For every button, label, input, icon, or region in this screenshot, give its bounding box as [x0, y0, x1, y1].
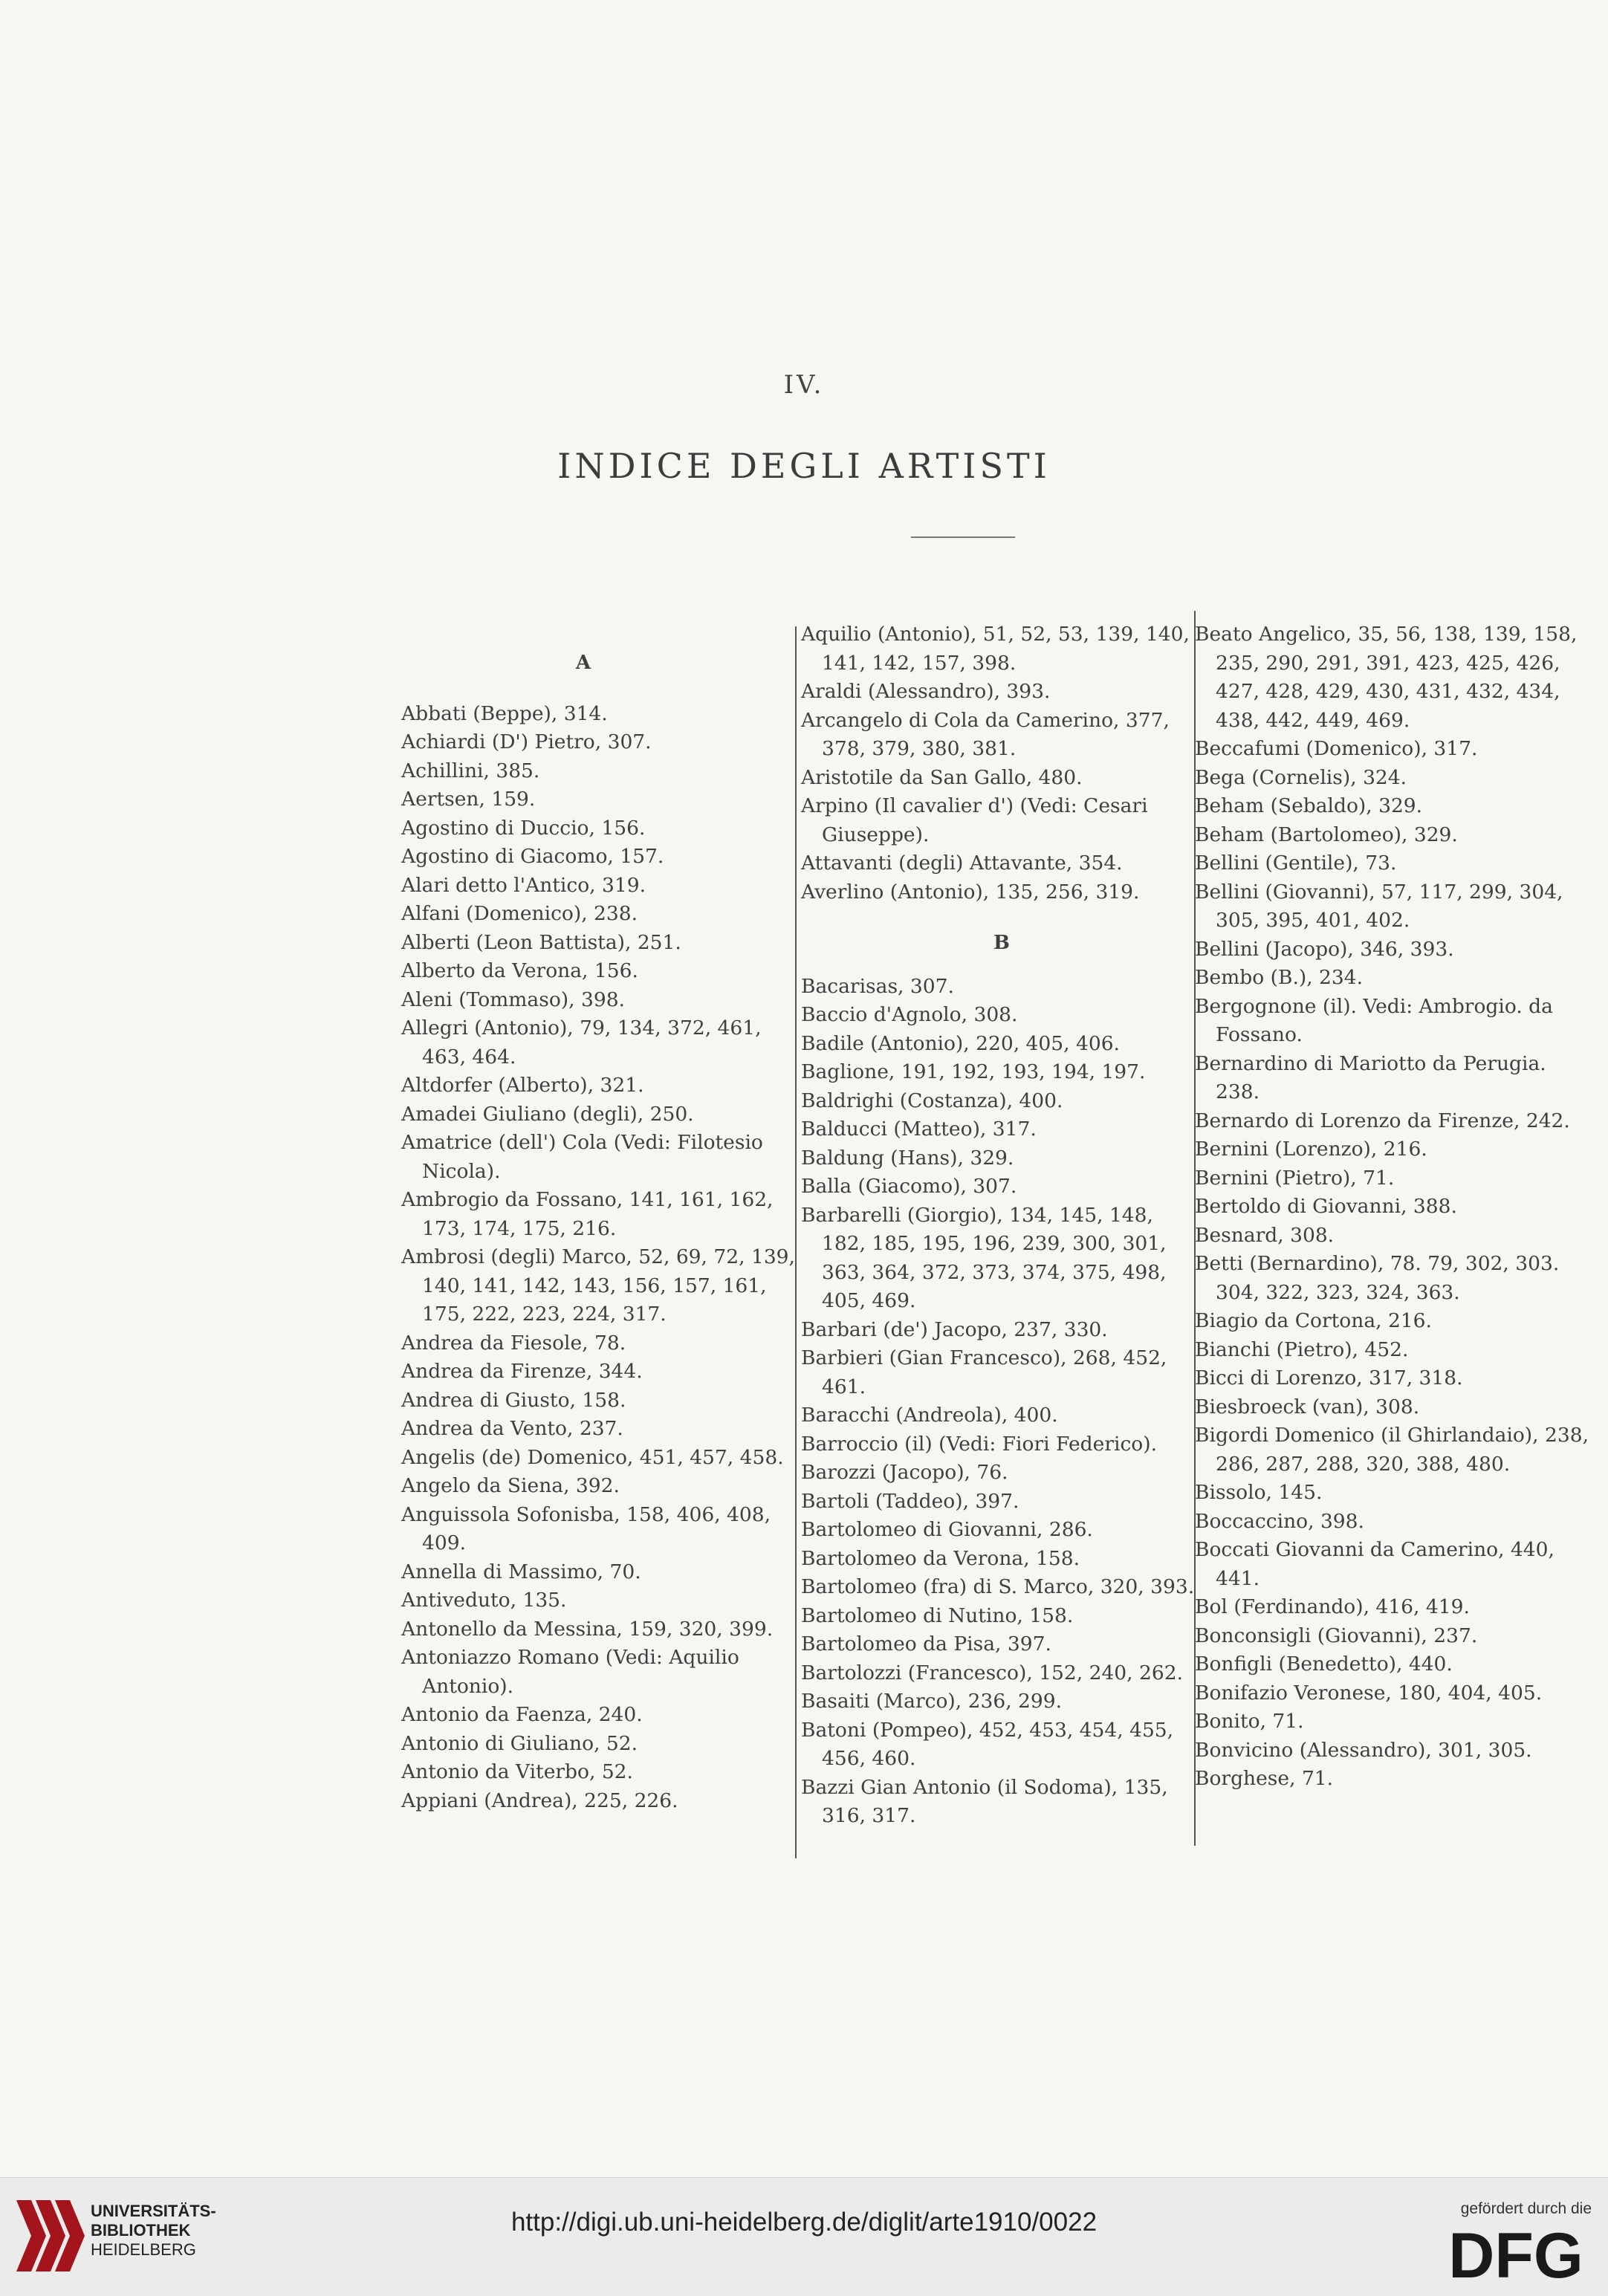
index-entry: Averlino (Antonio), 135, 256, 319. — [801, 880, 1140, 904]
index-entry: Aleni (Tommaso), 398. — [401, 988, 625, 1011]
index-column-3 — [1195, 620, 1590, 1794]
index-entry: Andrea da Firenze, 344. — [401, 1360, 643, 1383]
index-entry: Angelis (de) Domenico, 451, 457, 458. — [401, 1445, 784, 1469]
page-title: INDICE DEGLI ARTISTI — [557, 446, 1051, 486]
index-entry: Beato Angelico, 35, 56, 138, 139, 158, 235, 290, 291, 391, 423, 425, 426, 427, 428, 429, 430, 431, 432, 434, 438, 442, 449, 469. — [1195, 623, 1578, 732]
dfg-logo-icon — [1442, 2224, 1590, 2283]
library-name-line: UNIVERSITÄTS- — [91, 2202, 216, 2220]
index-entry: Barbari (de') Jacopo, 237, 330. — [801, 1317, 1108, 1341]
dfg-logo-text: DFG — [1448, 2224, 1583, 2283]
index-entry: Batoni (Pompeo), 452, 453, 454, 455, 456, 460. — [801, 1718, 1174, 1770]
index-entry: Boccati Giovanni da Camerino, 440, 441. — [1195, 1538, 1554, 1590]
index-entry: Bartolomeo di Nutino, 158. — [801, 1603, 1074, 1627]
index-entry: Amatrice (dell') Cola (Vedi: Filotesio Nicola). — [401, 1131, 763, 1183]
index-entry: Appiani (Andrea), 225, 226. — [401, 1789, 678, 1812]
letter-heading: A — [575, 652, 591, 674]
index-entry: Abbati (Beppe), 314. — [401, 701, 608, 725]
index-entry: Araldi (Alessandro), 393. — [801, 680, 1051, 703]
index-entry: Ambrogio da Fossano, 141, 161, 162, 173, 174, 175, 216. — [401, 1188, 774, 1240]
index-entry: Basaiti (Marco), 236, 299. — [801, 1690, 1063, 1713]
index-entry: Antiveduto, 135. — [401, 1589, 567, 1612]
index-entry: Bellini (Jacopo), 346, 393. — [1195, 937, 1454, 961]
index-entry: Baracchi (Andreola), 400. — [801, 1404, 1058, 1427]
index-entry: Baldung (Hans), 329. — [801, 1146, 1014, 1170]
index-entry: Amadei Giuliano (degli), 250. — [401, 1102, 694, 1126]
index-entry: Arpino (Il cavalier d') (Vedi: Cesari Giuseppe). — [801, 794, 1148, 846]
index-entry: Bartolomeo di Giovanni, 286. — [801, 1518, 1093, 1541]
index-entry: Alberto da Verona, 156. — [401, 959, 638, 982]
index-column-1 — [401, 620, 795, 1815]
index-entry: Andrea da Vento, 237. — [401, 1417, 623, 1440]
index-entry: Bartolomeo da Pisa, 397. — [801, 1632, 1051, 1655]
index-entry: Bissolo, 145. — [1195, 1481, 1323, 1504]
index-entry: Aristotile da San Gallo, 480. — [801, 765, 1083, 789]
index-entry: Allegri (Antonio), 79, 134, 372, 461, 463, 464. — [401, 1016, 762, 1068]
index-entry: Bianchi (Pietro), 452. — [1195, 1337, 1409, 1361]
index-entry: Agostino di Giacomo, 157. — [401, 845, 664, 868]
index-entry: Bigordi Domenico (il Ghirlandaio), 238, 286, 287, 288, 320, 388, 480. — [1195, 1424, 1589, 1476]
index-entry: Bellini (Giovanni), 57, 117, 299, 304, 305, 395, 401, 402. — [1195, 880, 1563, 932]
index-entry: Bicci di Lorenzo, 317, 318. — [1195, 1366, 1463, 1389]
index-entry: Antonio da Faenza, 240. — [401, 1703, 643, 1726]
index-entry: Altdorfer (Alberto), 321. — [401, 1074, 644, 1097]
index-entry: Balducci (Matteo), 317. — [801, 1118, 1037, 1141]
title-divider — [911, 536, 1015, 538]
index-entry: Bernini (Pietro), 71. — [1195, 1166, 1395, 1190]
index-entry: Betti (Bernardino), 78. 79, 302, 303. 304, 322, 323, 324, 363. — [1195, 1252, 1560, 1304]
section-number: IV. — [783, 370, 825, 400]
index-entry: Antonio da Viterbo, 52. — [401, 1760, 633, 1783]
index-entry: Bacarisas, 307. — [801, 974, 954, 998]
column-divider — [795, 626, 797, 1858]
index-column-2 — [801, 620, 1202, 1831]
index-entry: Annella di Massimo, 70. — [401, 1560, 641, 1583]
index-entry: Biagio da Cortona, 216. — [1195, 1309, 1432, 1332]
index-entry: Achillini, 385. — [401, 759, 540, 782]
index-entry: Bonvicino (Alessandro), 301, 305. — [1195, 1738, 1532, 1762]
index-entry: Antoniazzo Romano (Vedi: Aquilio Antonio). — [401, 1646, 739, 1698]
library-name-line: HEIDELBERG — [91, 2240, 196, 2259]
index-entry: Agostino di Duccio, 156. — [401, 816, 646, 840]
index-entry: Biesbroeck (van), 308. — [1195, 1395, 1420, 1418]
index-entry: Aertsen, 159. — [401, 788, 536, 811]
index-entry: Bernini (Lorenzo), 216. — [1195, 1138, 1427, 1161]
index-entry: Alfani (Domenico), 238. — [401, 902, 638, 925]
index-entry: Bol (Ferdinando), 416, 419. — [1195, 1595, 1470, 1618]
permalink-url[interactable]: http://digi.ub.uni-heidelberg.de/diglit/arte1910/0022 — [510, 2208, 1098, 2237]
index-entry: Baccio d'Agnolo, 308. — [801, 1003, 1018, 1026]
index-entry: Bega (Cornelis), 324. — [1195, 765, 1407, 789]
index-entry: Antonello da Messina, 159, 320, 399. — [401, 1617, 774, 1641]
index-entry: Ambrosi (degli) Marco, 52, 69, 72, 139, 140, 141, 142, 143, 156, 157, 161, 175, 222, 223, 224, 317. — [401, 1245, 795, 1326]
index-entry: Borghese, 71. — [1195, 1767, 1334, 1790]
index-entry: Balla (Giacomo), 307. — [801, 1175, 1017, 1198]
index-entry: Andrea da Fiesole, 78. — [401, 1331, 626, 1355]
index-entry: Bellini (Gentile), 73. — [1195, 852, 1397, 875]
index-entry: Antonio di Giuliano, 52. — [401, 1731, 638, 1755]
index-entry: Beham (Bartolomeo), 329. — [1195, 823, 1458, 846]
index-entry: Bartolomeo (fra) di S. Marco, 320, 393. — [801, 1575, 1195, 1598]
index-entry: Attavanti (degli) Attavante, 354. — [801, 852, 1123, 875]
index-entry: Bernardo di Lorenzo da Firenze, 242. — [1195, 1109, 1570, 1132]
index-entry: Alari detto l'Antico, 319. — [401, 873, 646, 897]
index-entry: Bazzi Gian Antonio (il Sodoma), 135, 316, 317. — [801, 1775, 1168, 1827]
index-entry: Bartolozzi (Francesco), 152, 240, 262. — [801, 1661, 1184, 1684]
index-entry: Bonfigli (Benedetto), 440. — [1195, 1653, 1453, 1676]
funded-by-label: gefördert durch die — [1460, 2200, 1592, 2217]
index-entry: Achiardi (D') Pietro, 307. — [401, 730, 652, 753]
index-entry: Arcangelo di Cola da Camerino, 377, 378, 379, 380, 381. — [801, 708, 1170, 760]
index-entry: Alberti (Leon Battista), 251. — [401, 930, 681, 954]
index-entry: Aquilio (Antonio), 51, 52, 53, 139, 140, 141, 142, 157, 398. — [801, 623, 1190, 675]
index-entry: Angelo da Siena, 392. — [401, 1474, 620, 1497]
index-entry: Besnard, 308. — [1195, 1223, 1335, 1247]
index-entry: Barbieri (Gian Francesco), 268, 452, 461. — [801, 1346, 1167, 1398]
index-entry: Barbarelli (Giorgio), 134, 145, 148, 182, 185, 195, 196, 239, 300, 301, 363, 364, 372, 373, 374, 375, 498, 405, 469. — [801, 1203, 1167, 1312]
index-entry: Beham (Sebaldo), 329. — [1195, 794, 1423, 817]
index-entry: Barozzi (Jacopo), 76. — [801, 1461, 1008, 1484]
index-entry: Bembo (B.), 234. — [1195, 966, 1364, 989]
index-entry: Beccafumi (Domenico), 317. — [1195, 737, 1478, 760]
index-entry: Boccaccino, 398. — [1195, 1509, 1364, 1533]
index-entry: Baldrighi (Costanza), 400. — [801, 1089, 1063, 1112]
index-entry: Anguissola Sofonisba, 158, 406, 408, 409. — [401, 1502, 771, 1554]
index-entry: Baglione, 191, 192, 193, 194, 197. — [801, 1060, 1146, 1083]
index-entry: Bartoli (Taddeo), 397. — [801, 1489, 1019, 1513]
index-entry: Bergognone (il). Vedi: Ambrogio. da Fossano. — [1195, 994, 1553, 1046]
index-entry: Bonito, 71. — [1195, 1710, 1304, 1733]
viewer-footer — [0, 2177, 1608, 2296]
index-entry: Bonconsigli (Giovanni), 237. — [1195, 1624, 1478, 1647]
index-entry: Bernardino di Mariotto da Perugia. 238. — [1195, 1051, 1546, 1103]
index-entry: Andrea di Giusto, 158. — [401, 1388, 626, 1412]
letter-heading: B — [993, 932, 1010, 954]
index-entry: Bonifazio Veronese, 180, 404, 405. — [1195, 1681, 1543, 1705]
index-entry: Bartolomeo da Verona, 158. — [801, 1546, 1080, 1570]
index-entry: Badile (Antonio), 220, 405, 406. — [801, 1031, 1120, 1055]
index-entry: Barroccio (il) (Vedi: Fiori Federico). — [801, 1432, 1158, 1456]
index-entry: Bertoldo di Giovanni, 388. — [1195, 1195, 1457, 1218]
library-name-line: BIBLIOTHEK — [91, 2221, 191, 2240]
